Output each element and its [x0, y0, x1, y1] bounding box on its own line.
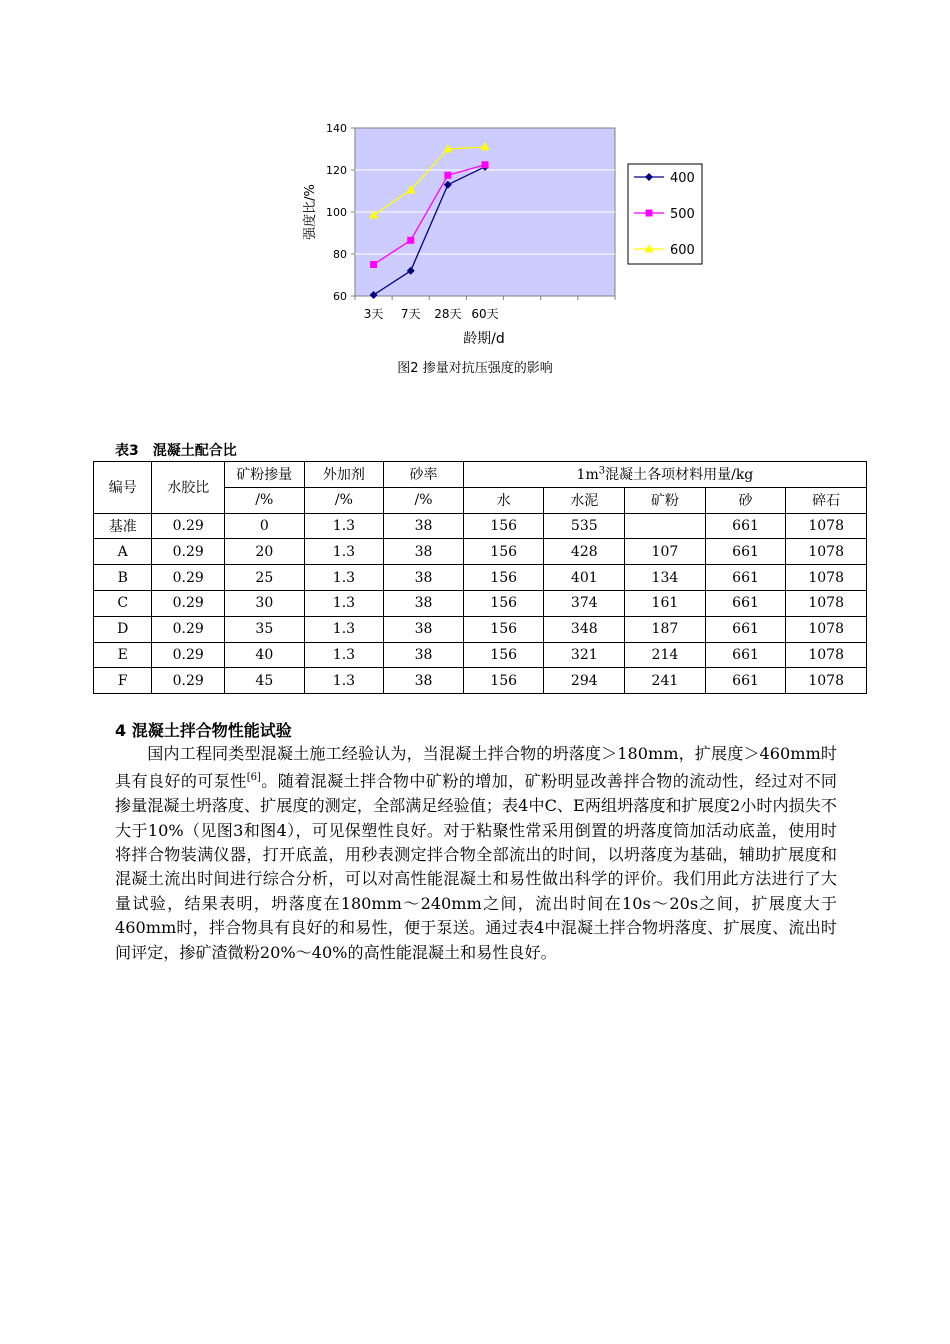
- cell-id: F: [94, 668, 152, 694]
- cell-admix: 1.3: [304, 590, 384, 616]
- legend-label-400: 400: [670, 171, 695, 186]
- cell-slag-pct: 0: [225, 513, 305, 539]
- cell-admix: 1.3: [304, 642, 384, 668]
- table-header-row: [94, 462, 867, 488]
- cell-id: B: [94, 565, 152, 591]
- cell-water: 156: [463, 668, 544, 694]
- cell-wb: 0.29: [152, 668, 225, 694]
- cell-wb: 0.29: [152, 513, 225, 539]
- cell-wb: 0.29: [152, 590, 225, 616]
- cell-slag: 187: [625, 616, 706, 642]
- y-tick-labels: [326, 122, 355, 303]
- cell-sand-rate: 38: [384, 642, 464, 668]
- y-tick-label: 60: [333, 290, 347, 303]
- header-sand: 砂: [705, 487, 786, 513]
- table-title: 混凝土配合比: [152, 443, 237, 459]
- cell-stone: 1078: [786, 616, 867, 642]
- cell-sand-rate: 38: [384, 565, 464, 591]
- cell-cement: 535: [544, 513, 625, 539]
- header-cement: 水泥: [544, 487, 625, 513]
- x-tick-labels: [355, 296, 615, 321]
- cell-id: E: [94, 642, 152, 668]
- header-stone: 碎石: [786, 487, 867, 513]
- table-caption: [115, 440, 237, 460]
- cell-stone: 1078: [786, 539, 867, 565]
- body-paragraph: 国内工程同类型混凝土施工经验认为，当混凝土拌合物的坍落度＞180mm，扩展度＞460mm时具有良好的可泵性[6]。随着混凝土拌合物中矿粉的增加，矿粉明显改善拌合物的流动性，经过对不同掺量混凝土坍落度、扩展度的测定，全部满足经验值；表4中C、E两组坍落度和扩展度2小时内损失不大于10%（见图3和图4），可见保塑性良好。对于粘聚性常采用倒置的坍落度筒加活动底盖，使用时将拌合物装满仪器，打开底盖，用秒表测定拌合物全部流出的时间，以坍落度为基础，辅助扩展度和混凝土流出时间进行综合分析，可以对高性能混凝土和易性做出科学的评价。我们用此方法进行了大量试验，结果表明，坍落度在180mm～240mm之间，流出时间在10s～20s之间，扩展度大于460mm时，拌合物具有良好的和易性，便于泵送。通过表4中混凝土拌合物坍落度、扩展度、流出时间评定，掺矿渣微粉20%～40%的高性能混凝土和易性良好。: [115, 744, 838, 962]
- cell-slag-pct: 20: [225, 539, 305, 565]
- table-row: [94, 539, 867, 565]
- header-sand-rate: 砂率: [384, 462, 464, 488]
- header-slag-unit: /%: [225, 487, 305, 513]
- cell-wb: 0.29: [152, 616, 225, 642]
- header-water: 水: [463, 487, 544, 513]
- y-tick-label: 140: [326, 122, 347, 135]
- citation: [6]: [246, 772, 261, 784]
- header-admix-unit: /%: [304, 487, 384, 513]
- table-row: [94, 616, 867, 642]
- cell-slag: 107: [625, 539, 706, 565]
- mix-proportion-table: [93, 461, 867, 694]
- cell-slag-pct: 25: [225, 565, 305, 591]
- header-wb: 水胶比: [152, 462, 225, 514]
- cell-slag: [625, 513, 706, 539]
- data-point-500: [370, 261, 377, 268]
- cell-cement: 374: [544, 590, 625, 616]
- cell-water: 156: [463, 565, 544, 591]
- cell-id: C: [94, 590, 152, 616]
- cell-slag: 161: [625, 590, 706, 616]
- section-title: 4 混凝土拌合物性能试验: [115, 721, 292, 740]
- cell-id: 基准: [94, 513, 152, 539]
- y-axis-label: 强度比/%: [303, 184, 318, 240]
- cell-stone: 1078: [786, 565, 867, 591]
- cell-wb: 0.29: [152, 565, 225, 591]
- cell-cement: 294: [544, 668, 625, 694]
- table-number: 表3: [115, 443, 139, 459]
- y-tick-label: 100: [326, 206, 347, 219]
- cell-cement: 348: [544, 616, 625, 642]
- x-tick-label: 28天: [434, 307, 462, 321]
- cell-sand-rate: 38: [384, 590, 464, 616]
- figure-caption: 图2 掺量对抗压强度的影响: [397, 361, 553, 376]
- header-id: 编号: [94, 462, 152, 514]
- strength-ratio-chart: [290, 118, 730, 380]
- cell-admix: 1.3: [304, 513, 384, 539]
- cell-water: 156: [463, 616, 544, 642]
- cell-admix: 1.3: [304, 668, 384, 694]
- cell-water: 156: [463, 590, 544, 616]
- header-slag-pct: 矿粉掺量: [225, 462, 305, 488]
- cell-stone: 1078: [786, 590, 867, 616]
- cell-wb: 0.29: [152, 642, 225, 668]
- cell-sand: 661: [705, 590, 786, 616]
- cell-sand: 661: [705, 539, 786, 565]
- cell-slag-pct: 40: [225, 642, 305, 668]
- y-tick-label: 120: [326, 164, 347, 177]
- cell-stone: 1078: [786, 513, 867, 539]
- x-axis-label: 龄期/d: [463, 331, 505, 347]
- table-row: [94, 590, 867, 616]
- cell-sand-rate: 38: [384, 616, 464, 642]
- y-tick-label: 80: [333, 248, 347, 261]
- cell-water: 156: [463, 539, 544, 565]
- cell-sand-rate: 38: [384, 539, 464, 565]
- header-sand-unit: /%: [384, 487, 464, 513]
- cell-slag: 134: [625, 565, 706, 591]
- cell-water: 156: [463, 642, 544, 668]
- cell-cement: 401: [544, 565, 625, 591]
- cell-id: A: [94, 539, 152, 565]
- cell-admix: 1.3: [304, 616, 384, 642]
- cell-sand: 661: [705, 668, 786, 694]
- cell-cement: 321: [544, 642, 625, 668]
- cell-admix: 1.3: [304, 565, 384, 591]
- cell-sand: 661: [705, 616, 786, 642]
- table-row: [94, 513, 867, 539]
- cell-sand-rate: 38: [384, 513, 464, 539]
- cell-stone: 1078: [786, 642, 867, 668]
- data-point-500: [482, 161, 489, 168]
- cell-slag: 241: [625, 668, 706, 694]
- cell-sand: 661: [705, 513, 786, 539]
- cell-slag: 214: [625, 642, 706, 668]
- cell-water: 156: [463, 513, 544, 539]
- x-tick-label: 60天: [471, 307, 499, 321]
- header-slag: 矿粉: [625, 487, 706, 513]
- table-row: [94, 642, 867, 668]
- legend-marker-500: [646, 210, 653, 217]
- data-point-500: [444, 172, 451, 179]
- cell-slag-pct: 30: [225, 590, 305, 616]
- legend-label-500: 500: [670, 207, 695, 222]
- table-row: [94, 668, 867, 694]
- x-tick-label: 7天: [400, 307, 421, 321]
- cell-sand: 661: [705, 642, 786, 668]
- cell-wb: 0.29: [152, 539, 225, 565]
- cell-slag-pct: 35: [225, 616, 305, 642]
- data-point-500: [407, 237, 414, 244]
- header-material-usage: $1m^3$混凝土各项材料用量/kg: [463, 462, 866, 488]
- x-tick-label: 3天: [363, 307, 384, 321]
- cell-sand: 661: [705, 565, 786, 591]
- table-row: [94, 565, 867, 591]
- cell-sand-rate: 38: [384, 668, 464, 694]
- legend-label-600: 600: [670, 243, 695, 258]
- cell-admix: 1.3: [304, 539, 384, 565]
- cell-cement: 428: [544, 539, 625, 565]
- cell-id: D: [94, 616, 152, 642]
- header-admixture: 外加剂: [304, 462, 384, 488]
- cell-slag-pct: 45: [225, 668, 305, 694]
- cell-stone: 1078: [786, 668, 867, 694]
